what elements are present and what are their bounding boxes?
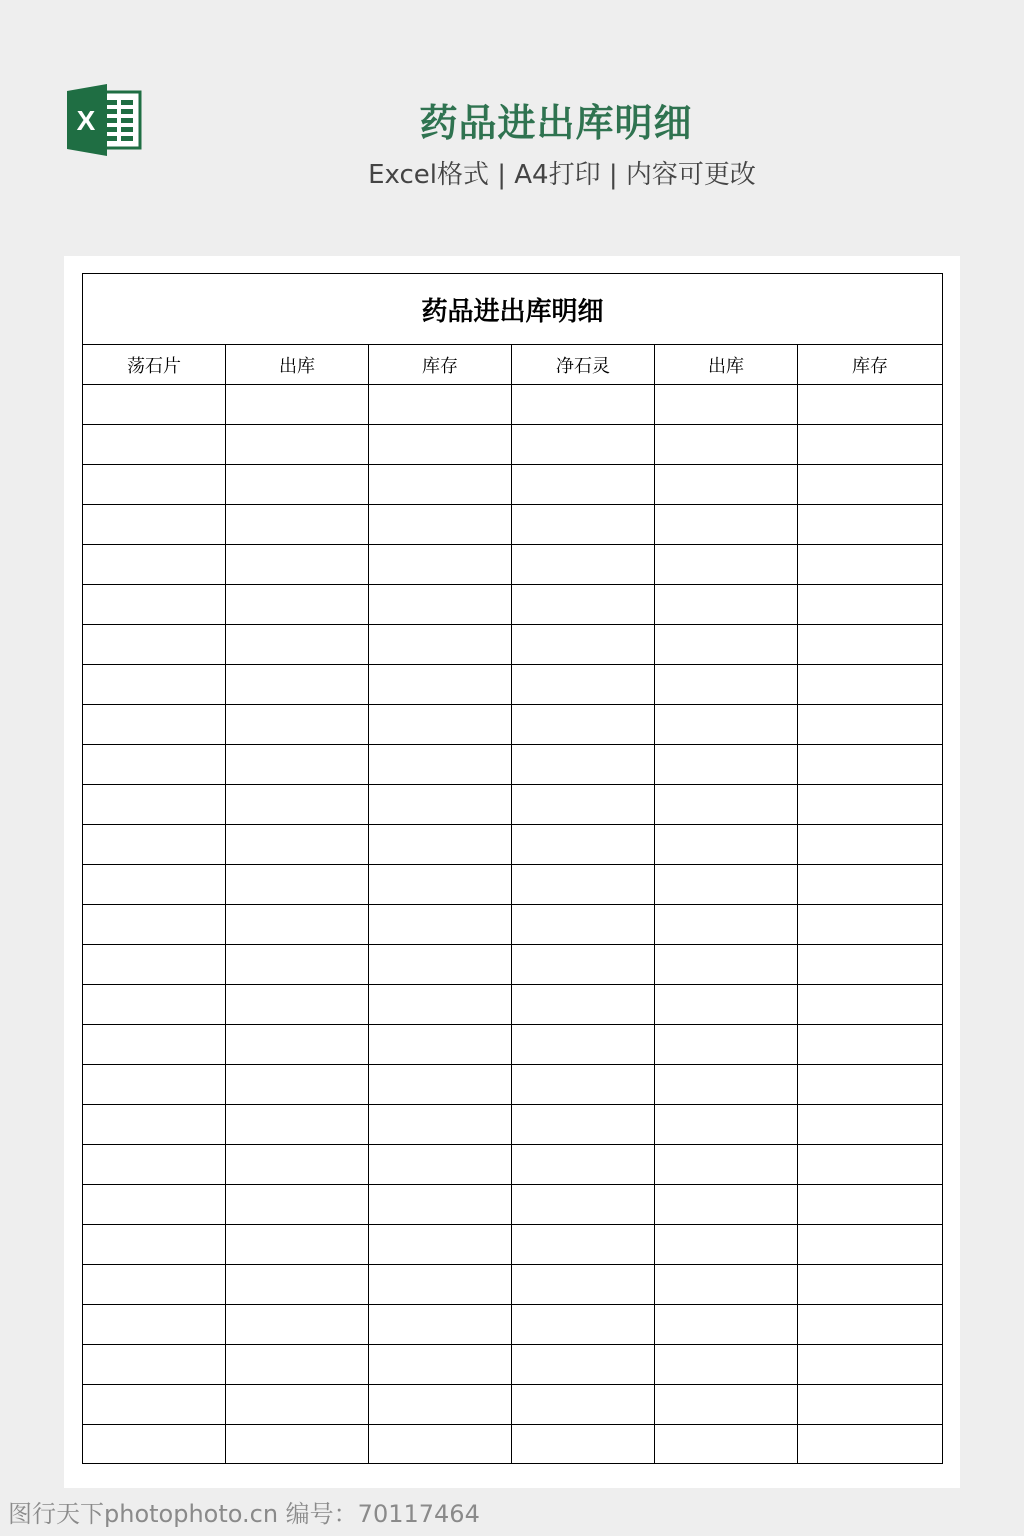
table-cell[interactable]	[369, 585, 512, 625]
table-row	[83, 545, 943, 585]
table-cell[interactable]	[83, 1265, 226, 1305]
table-cell[interactable]	[798, 585, 943, 625]
table-cell[interactable]	[83, 1145, 226, 1185]
table-cell[interactable]	[226, 1345, 369, 1385]
table-row	[83, 1105, 943, 1145]
table-cell[interactable]	[512, 1185, 655, 1225]
table-row	[83, 785, 943, 825]
table-row	[83, 1065, 943, 1105]
table-cell[interactable]	[226, 625, 369, 665]
table-cell[interactable]	[83, 665, 226, 705]
table-cell[interactable]	[798, 905, 943, 945]
table-cell[interactable]	[226, 825, 369, 865]
table-cell[interactable]	[655, 865, 798, 905]
table-cell[interactable]	[369, 465, 512, 505]
table-cell[interactable]	[512, 545, 655, 585]
table-cell[interactable]	[226, 1145, 369, 1185]
table-cell[interactable]	[226, 385, 369, 425]
table-cell[interactable]	[369, 545, 512, 585]
table-cell[interactable]	[369, 705, 512, 745]
table-cell[interactable]	[226, 1105, 369, 1145]
table-cell[interactable]	[369, 1225, 512, 1265]
table-cell[interactable]	[83, 745, 226, 785]
table-cell[interactable]	[512, 705, 655, 745]
table-cell[interactable]	[512, 1025, 655, 1065]
table-row	[83, 1385, 943, 1425]
table-cell[interactable]	[655, 585, 798, 625]
table-cell[interactable]	[369, 425, 512, 465]
table-cell[interactable]	[369, 1185, 512, 1225]
table-cell[interactable]	[83, 1385, 226, 1425]
table-cell[interactable]	[369, 1305, 512, 1345]
table-cell[interactable]	[369, 1065, 512, 1105]
column-header: 出库	[226, 345, 369, 385]
table-cell[interactable]	[226, 1385, 369, 1425]
table-cell[interactable]	[512, 505, 655, 545]
table-cell[interactable]	[798, 1305, 943, 1345]
table-cell[interactable]	[512, 905, 655, 945]
table-cell[interactable]	[512, 825, 655, 865]
table-cell[interactable]	[369, 945, 512, 985]
table-cell[interactable]	[655, 625, 798, 665]
table-cell[interactable]	[512, 1225, 655, 1265]
table-cell[interactable]	[512, 1425, 655, 1464]
table-cell[interactable]	[226, 465, 369, 505]
table-cell[interactable]	[512, 1345, 655, 1385]
table-cell[interactable]	[369, 1345, 512, 1385]
table-cell[interactable]	[798, 1385, 943, 1425]
table-cell[interactable]	[83, 825, 226, 865]
table-cell[interactable]	[512, 465, 655, 505]
table-cell[interactable]	[655, 665, 798, 705]
table-cell[interactable]	[369, 745, 512, 785]
table-cell[interactable]	[798, 1145, 943, 1185]
table-cell[interactable]	[655, 825, 798, 865]
table-cell[interactable]	[798, 705, 943, 745]
table-cell[interactable]	[369, 1425, 512, 1464]
table-cell[interactable]	[798, 665, 943, 705]
table-cell[interactable]	[655, 1225, 798, 1265]
column-header: 库存	[369, 345, 512, 385]
table-cell[interactable]	[655, 545, 798, 585]
table-cell[interactable]	[655, 1265, 798, 1305]
table-cell[interactable]	[798, 1105, 943, 1145]
table-row	[83, 1025, 943, 1065]
table-cell[interactable]	[798, 985, 943, 1025]
table-cell[interactable]	[369, 865, 512, 905]
table-cell[interactable]	[798, 825, 943, 865]
table-cell[interactable]	[226, 905, 369, 945]
watermark: 图行天下photophoto.cn 编号：70117464	[8, 1500, 480, 1528]
table-cell[interactable]	[655, 1345, 798, 1385]
table-cell[interactable]	[798, 505, 943, 545]
table-cell[interactable]	[798, 945, 943, 985]
table-cell[interactable]	[369, 665, 512, 705]
table-cell[interactable]	[512, 625, 655, 665]
table-cell[interactable]	[512, 1265, 655, 1305]
table-cell[interactable]	[83, 705, 226, 745]
table-cell[interactable]	[369, 625, 512, 665]
table-cell[interactable]	[226, 665, 369, 705]
table-cell[interactable]	[512, 1145, 655, 1185]
table-cell[interactable]	[655, 985, 798, 1025]
table-cell[interactable]	[512, 945, 655, 985]
table-cell[interactable]	[226, 1265, 369, 1305]
table-cell[interactable]	[798, 1065, 943, 1105]
table-cell[interactable]	[83, 1185, 226, 1225]
table-cell[interactable]	[83, 505, 226, 545]
table-cell[interactable]	[83, 1425, 226, 1464]
table-cell[interactable]	[83, 865, 226, 905]
table-cell[interactable]	[655, 1025, 798, 1065]
table-cell[interactable]	[512, 985, 655, 1025]
table-row	[83, 1305, 943, 1345]
table-cell[interactable]	[226, 1185, 369, 1225]
table-cell[interactable]	[369, 905, 512, 945]
table-cell[interactable]	[798, 1345, 943, 1385]
table-row	[83, 1185, 943, 1225]
table-cell[interactable]	[655, 945, 798, 985]
table-cell[interactable]	[226, 705, 369, 745]
table-cell[interactable]	[369, 1145, 512, 1185]
table-cell[interactable]	[798, 385, 943, 425]
table-cell[interactable]	[512, 425, 655, 465]
table-cell[interactable]	[83, 985, 226, 1025]
page-title: 药品进出库明细	[419, 101, 693, 145]
table-row	[83, 905, 943, 945]
table-row	[83, 1425, 943, 1464]
table-cell[interactable]	[512, 785, 655, 825]
table-cell[interactable]	[512, 865, 655, 905]
table-cell[interactable]	[512, 585, 655, 625]
table-cell[interactable]	[798, 785, 943, 825]
table-row	[83, 425, 943, 465]
table-cell[interactable]	[226, 1025, 369, 1065]
table-cell[interactable]	[226, 1225, 369, 1265]
page-subtitle: Excel格式 | A4打印 | 内容可更改	[368, 160, 756, 190]
table-cell[interactable]	[798, 425, 943, 465]
table-cell[interactable]	[512, 1305, 655, 1345]
table-title: 药品进出库明细	[83, 274, 943, 345]
table-cell[interactable]	[655, 705, 798, 745]
table-title-row	[83, 274, 943, 345]
table-cell[interactable]	[369, 985, 512, 1025]
table-cell[interactable]	[798, 1225, 943, 1265]
table-cell[interactable]	[226, 1305, 369, 1345]
table-cell[interactable]	[512, 745, 655, 785]
table-cell[interactable]	[226, 585, 369, 625]
table-cell[interactable]	[83, 1225, 226, 1265]
table-cell[interactable]	[83, 1105, 226, 1145]
table-cell[interactable]	[83, 625, 226, 665]
table-cell[interactable]	[369, 1025, 512, 1065]
table-row	[83, 705, 943, 745]
table-cell[interactable]	[83, 585, 226, 625]
table-cell[interactable]	[655, 1145, 798, 1185]
table-cell[interactable]	[655, 1425, 798, 1464]
table-cell[interactable]	[655, 1305, 798, 1345]
table-row	[83, 865, 943, 905]
table-cell[interactable]	[226, 865, 369, 905]
table-cell[interactable]	[83, 1345, 226, 1385]
table-cell[interactable]	[655, 1185, 798, 1225]
table-cell[interactable]	[655, 465, 798, 505]
table-cell[interactable]	[655, 425, 798, 465]
table-cell[interactable]	[798, 745, 943, 785]
table-row	[83, 505, 943, 545]
table-cell[interactable]	[226, 985, 369, 1025]
table-cell[interactable]	[369, 825, 512, 865]
table-cell[interactable]	[512, 1065, 655, 1105]
table-cell[interactable]	[655, 1065, 798, 1105]
table-cell[interactable]	[798, 1185, 943, 1225]
table-cell[interactable]	[369, 1385, 512, 1425]
table-cell[interactable]	[369, 1105, 512, 1145]
table-row	[83, 625, 943, 665]
table-cell[interactable]	[798, 1025, 943, 1065]
table-cell[interactable]	[83, 1025, 226, 1065]
table-header-row	[83, 345, 943, 385]
table-row	[83, 385, 943, 425]
table-row	[83, 1145, 943, 1185]
table-row	[83, 825, 943, 865]
table-cell[interactable]	[655, 745, 798, 785]
table-cell[interactable]	[83, 465, 226, 505]
table-cell[interactable]	[512, 1105, 655, 1145]
table-cell[interactable]	[83, 1305, 226, 1345]
table-cell[interactable]	[655, 1105, 798, 1145]
table-cell[interactable]	[83, 905, 226, 945]
table-cell[interactable]	[83, 785, 226, 825]
inventory-table	[82, 273, 943, 1464]
excel-logo-letter: X	[76, 105, 96, 136]
document-sheet	[64, 256, 960, 1488]
table-cell[interactable]	[226, 1065, 369, 1105]
table-cell[interactable]	[798, 1265, 943, 1305]
table-row	[83, 1345, 943, 1385]
column-header: 荡石片	[83, 345, 226, 385]
table-cell[interactable]	[798, 465, 943, 505]
table-cell[interactable]	[369, 385, 512, 425]
table-cell[interactable]	[655, 385, 798, 425]
table-cell[interactable]	[512, 1385, 655, 1425]
table-cell[interactable]	[512, 665, 655, 705]
table-row	[83, 945, 943, 985]
column-header: 净石灵	[512, 345, 655, 385]
table-row	[83, 585, 943, 625]
table-row	[83, 1225, 943, 1265]
table-cell[interactable]	[83, 385, 226, 425]
table-cell[interactable]	[83, 545, 226, 585]
table-row	[83, 745, 943, 785]
table-cell[interactable]	[798, 865, 943, 905]
table-cell[interactable]	[226, 505, 369, 545]
table-cell[interactable]	[226, 785, 369, 825]
excel-icon	[67, 84, 143, 156]
table-cell[interactable]	[798, 1425, 943, 1464]
table-cell[interactable]	[226, 1425, 369, 1464]
column-header: 出库	[655, 345, 798, 385]
table-cell[interactable]	[655, 1385, 798, 1425]
table-cell[interactable]	[798, 545, 943, 585]
table-cell[interactable]	[655, 905, 798, 945]
table-row	[83, 1265, 943, 1305]
table-cell[interactable]	[226, 945, 369, 985]
table-cell[interactable]	[798, 625, 943, 665]
table-cell[interactable]	[226, 745, 369, 785]
table-cell[interactable]	[655, 785, 798, 825]
table-cell[interactable]	[655, 505, 798, 545]
table-cell[interactable]	[369, 505, 512, 545]
table-cell[interactable]	[226, 545, 369, 585]
table-cell[interactable]	[83, 1065, 226, 1105]
table-cell[interactable]	[512, 385, 655, 425]
column-header: 库存	[798, 345, 943, 385]
table-row	[83, 465, 943, 505]
table-row	[83, 985, 943, 1025]
table-cell[interactable]	[83, 945, 226, 985]
table-cell[interactable]	[83, 425, 226, 465]
table-cell[interactable]	[369, 1265, 512, 1305]
table-cell[interactable]	[369, 785, 512, 825]
table-cell[interactable]	[226, 425, 369, 465]
table-row	[83, 665, 943, 705]
